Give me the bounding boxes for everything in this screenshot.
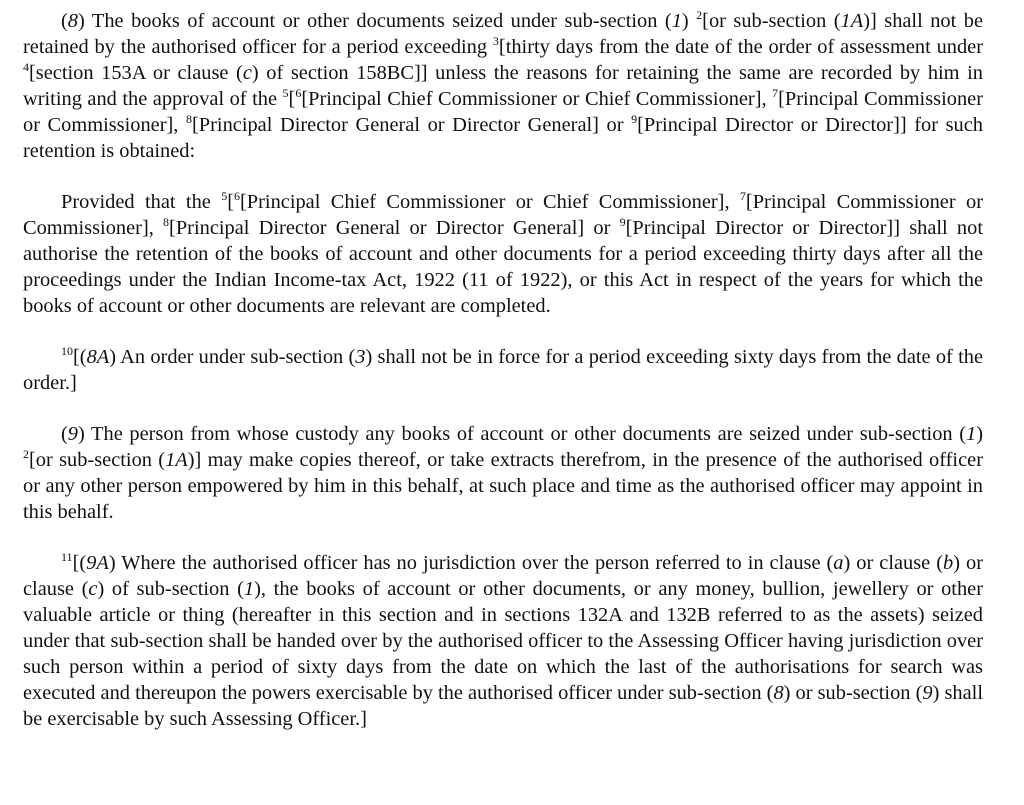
text-run: [(	[73, 345, 87, 368]
paragraph-sub-section-8	[23, 9, 983, 164]
italic-reference: 1	[671, 10, 682, 32]
text-run: [section 153A or clause (	[29, 61, 243, 84]
text-run: [Principal Director General or Director General] or	[169, 216, 620, 239]
italic-reference: a	[833, 552, 844, 575]
text-run: [thirty days from the date of the order of assessment under	[498, 35, 983, 58]
italic-reference: 1	[243, 578, 255, 601]
footnote-marker: 9	[631, 111, 638, 126]
italic-reference: c	[88, 578, 98, 601]
text-run: [Principal Director or Director]] for such retention is obtained:	[23, 113, 983, 162]
text-run: )	[976, 423, 983, 446]
text-run: ) of sub-section (	[97, 578, 244, 601]
text-run: ) An order under sub-section (	[109, 345, 356, 368]
italic-reference: 1A	[840, 10, 864, 32]
paragraph-proviso	[23, 190, 983, 320]
text-run: (	[61, 10, 68, 32]
text-run: [Principal Chief Commissioner or Chief Commissioner],	[301, 87, 773, 110]
text-run: (	[61, 423, 68, 446]
footnote-marker: 5	[282, 85, 289, 100]
text-run: ) The person from whose custody any books of account or other documents are seized under sub-section (	[78, 423, 966, 446]
footnote-marker: 2	[23, 447, 29, 462]
text-run: Provided that the	[61, 190, 222, 213]
text-run: )] shall not be retained by the authorised officer for a period exceeding	[23, 10, 984, 58]
text-run: ), the books of account or other documents, or any money, bullion, jewellery or other valuable article or thing (hereafter in this section and in sections 132A and 132B referred to as the assets) seized under that sub-section shall be handed over by the authorised officer to the Assessing Officer having jurisdiction over such person within a period of sixty days from the date on which the last of the authorisations for search was executed and thereupon the powers exercisable by the authorised officer under sub-section (	[23, 578, 983, 704]
italic-reference: b	[943, 552, 954, 575]
footnote-marker: 11	[61, 550, 73, 565]
italic-reference: 9	[922, 681, 933, 704]
text-run: )] may make copies thereof, or take extracts therefrom, in the presence of the authorised officer or any other person empowered by him in this behalf, at such place and time as the authorised officer may appoint in this behalf.	[23, 449, 983, 523]
text-run: ) Where the authorised officer has no jurisdiction over the person referred to in clause (	[108, 552, 834, 575]
text-run: ) The books of account or other documents seized under sub-section (	[78, 10, 672, 32]
footnote-marker: 2	[696, 8, 703, 22]
text-run: [(	[72, 552, 87, 575]
text-run: [Principal Chief Commissioner or Chief Commissioner],	[239, 190, 740, 213]
text-run: [Principal Director or Director]] shall not authorise the retention of the books of account and other documents for a period exceeding thirty days after all the proceedings under the Indian Income-tax Act, 1922 (11 of 1922), or this Act in respect of the years for which the books of account or other documents are relevant are completed.	[23, 216, 983, 317]
paragraph-sub-section-8A	[23, 345, 983, 397]
footnote-marker: 6	[295, 85, 302, 100]
text-run: [or sub-section (	[702, 10, 841, 32]
footnote-marker: 6	[233, 188, 240, 203]
footnote-marker: 9	[619, 214, 626, 229]
paragraph-sub-section-9	[23, 422, 983, 526]
paragraph-sub-section-9A	[23, 551, 983, 732]
text-run: [Principal Director General or Director General] or	[191, 113, 632, 136]
italic-reference: 1	[966, 423, 977, 446]
italic-reference: 3	[355, 345, 366, 368]
footnote-marker: 10	[61, 343, 73, 358]
footnote-marker: 4	[23, 59, 29, 74]
text-run: ) shall not be in force for a period exceeding sixty days from the date of the order.]	[23, 345, 984, 394]
footnote-marker: 7	[772, 85, 779, 100]
italic-reference: c	[242, 61, 252, 84]
text-run: ) or clause (	[843, 552, 944, 575]
italic-reference: 8A	[86, 345, 110, 368]
text-run: [or sub-section (	[29, 449, 166, 472]
text-run: [Principal Commissioner or Commissioner],	[23, 87, 983, 136]
italic-reference: 9	[67, 423, 78, 446]
text-run: ) shall be exercisable by such Assessing Officer.]	[23, 681, 983, 730]
italic-reference: 9A	[86, 552, 109, 575]
text-run: [Principal Commissioner or Commissioner],	[23, 190, 983, 239]
text-run: ) or sub-section (	[783, 681, 923, 704]
footnote-marker: 3	[492, 33, 499, 48]
footnote-marker: 8	[185, 111, 192, 126]
footnote-marker: 7	[739, 188, 746, 203]
italic-reference: 8	[773, 681, 784, 704]
text-run: ) of section 158BC]] unless the reasons for retaining the same are recorded by him in writing and the approval of the	[23, 61, 983, 110]
italic-reference: 1A	[165, 449, 188, 472]
text-run: ) or clause (	[23, 552, 983, 601]
text-run: )	[681, 10, 697, 32]
text-run: [	[227, 190, 234, 213]
text-run: [	[288, 87, 296, 110]
italic-reference: 8	[67, 10, 78, 32]
footnote-marker: 5	[221, 188, 228, 203]
footnote-marker: 8	[163, 214, 170, 229]
